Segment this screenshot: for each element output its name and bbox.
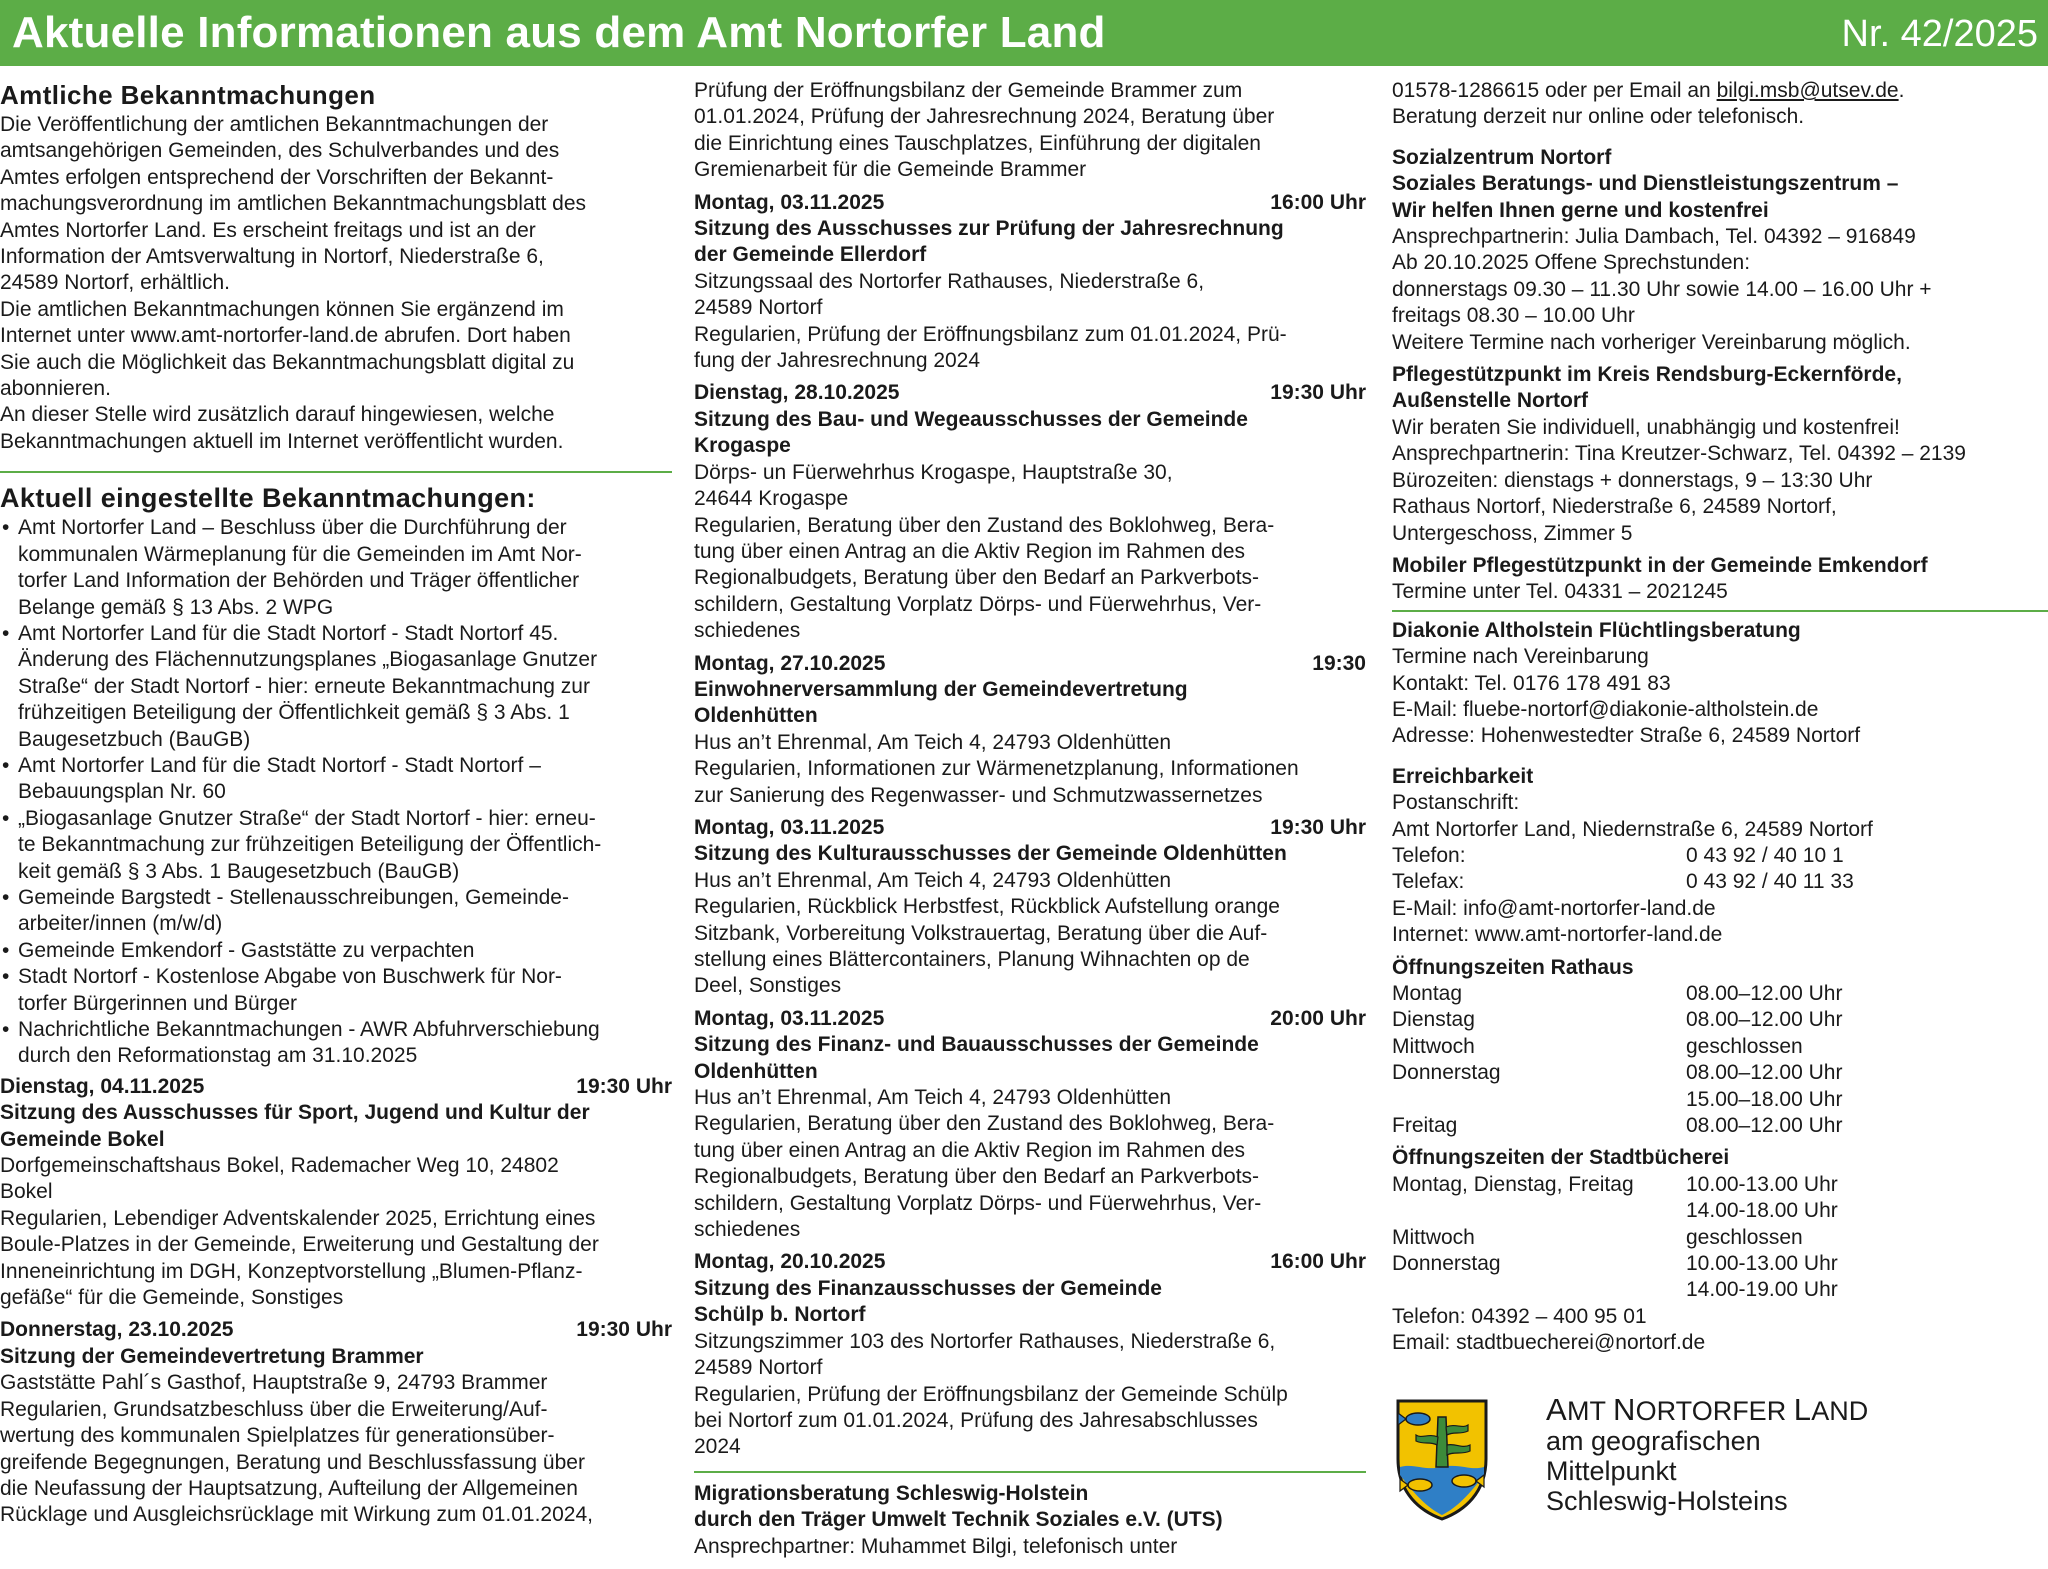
announcement-item[interactable]: • Amt Nortorfer Land – Beschluss über die Durchführung der kommunalen Wärmeplanung für die Gemeinden im Amt Nor- torfer Land Information der Behörden und Träger öffentlicher Belange gemäß § 13 Abs. 2 WPG: [0, 515, 672, 621]
section-text: Termine nach Vereinbarung: [1392, 645, 1649, 669]
event-date: Donnerstag, 23.10.2025: [0, 1318, 234, 1342]
hours-row: [1392, 1277, 2048, 1303]
announcement-item[interactable]: • Gemeinde Emkendorf - Gaststätte zu verpachten: [0, 938, 672, 964]
hours-day: [1392, 1198, 1686, 1224]
event-oldenhuetten-finanz: [694, 1006, 1366, 1244]
event-text: fung der Jahresrechnung 2024: [694, 349, 981, 373]
section-heading: Wir helfen Ihnen gerne und kostenfrei: [1392, 198, 1769, 222]
announcement-item[interactable]: • Gemeinde Bargstedt - Stellenausschreibungen, Gemeinde- arbeiter/innen (m/w/d): [0, 885, 672, 938]
coat-of-arms-icon: [1394, 1397, 1490, 1521]
event-text: Gaststätte Pahl´s Gasthof, Hauptstraße 9, 24793 Brammer: [0, 1371, 548, 1395]
event-title: Sitzung des Ausschusses zur Prüfung der Jahresrechnung: [694, 217, 1284, 241]
hours-time: 08.00–12.00 Uhr: [1686, 1061, 1843, 1085]
section-text: E-Mail: fluebe-nortorf@diakonie-altholstein.de: [1392, 697, 1819, 721]
event-text: Boule-Platzes in der Gemeinde, Erweiterung und Gestaltung der: [0, 1233, 599, 1257]
event-title: Sitzung des Bau- und Wegeausschusses der Gemeinde: [694, 407, 1248, 431]
announcement-item[interactable]: • Amt Nortorfer Land für die Stadt Nortorf - Stadt Nortorf – Bebauungsplan Nr. 60: [0, 753, 672, 806]
event-text: Regularien, Beratung über den Zustand des Boklohweg, Bera-: [694, 513, 1275, 537]
event-text: bei Nortorf zum 01.01.2024, Prüfung des Jahresabschlusses: [694, 1408, 1258, 1432]
section-heading: Öffnungszeiten der Stadtbücherei: [1392, 1146, 1730, 1170]
event-krogaspe: [694, 380, 1366, 644]
issue-number: Nr. 42/2025: [1841, 13, 2038, 55]
section-text: Termine unter Tel. 04331 – 2021245: [1392, 580, 1728, 604]
section-text: Ansprechpartnerin: Julia Dambach, Tel. 04392 – 916849: [1392, 225, 1916, 249]
event-text: Sitzungssaal des Nortorfer Rathauses, Niederstraße 6,: [694, 269, 1205, 293]
logo-name: AMT NORTORFER LAND: [1546, 1392, 1869, 1427]
section-title-aktuell: Aktuell eingestellte Bekanntmachungen:: [0, 483, 536, 514]
page-header: [0, 0, 2048, 66]
library-phone: Telefon: 04392 – 400 95 01: [1392, 1304, 1647, 1328]
event-text: Regularien, Informationen zur Wärmenetzplanung, Informationen: [694, 757, 1299, 781]
mobil-section: [1392, 553, 2048, 606]
text-line: 24589 Nortorf, erhältlich.: [0, 271, 230, 295]
event-time: 19:30 Uhr: [576, 1318, 672, 1342]
event-text: Regularien, Rückblick Herbstfest, Rückblick Aufstellung orange: [694, 895, 1280, 919]
event-datetime: [694, 1249, 1366, 1275]
library-email: Email: stadtbuecherei@nortorf.de: [1392, 1331, 1706, 1355]
section-heading: Soziales Beratungs- und Dienstleistungszentrum –: [1392, 172, 1899, 196]
phone-value: 0 43 92 / 40 10 1: [1686, 843, 1844, 867]
section-text: Bürozeiten: dienstags + donnerstags, 9 – 13:30 Uhr: [1392, 468, 1873, 492]
event-title: Gemeinde Bokel: [0, 1127, 165, 1151]
text-line: Amtes Nortorfer Land. Es erscheint freitags und ist an der: [0, 218, 536, 242]
section-text: Ab 20.10.2025 Offene Sprechstunden:: [1392, 251, 1751, 275]
event-text: Hus an’t Ehrenmal, Am Teich 4, 24793 Oldenhütten: [694, 730, 1172, 754]
event-text: Regularien, Lebendiger Adventskalender 2025, Errichtung eines: [0, 1206, 596, 1230]
announcement-item[interactable]: • Stadt Nortorf - Kostenlose Abgabe von Buschwerk für Nor- torfer Bürgerinnen und Bürger: [0, 964, 672, 1017]
divider: [1392, 610, 2048, 612]
section-heading: Diakonie Altholstein Flüchtlingsberatung: [1392, 618, 1801, 642]
event-date: Montag, 03.11.2025: [694, 1006, 885, 1030]
hours-time: 14.00-19.00 Uhr: [1686, 1278, 1838, 1302]
text-line: machungsverordnung im amtlichen Bekanntmachungsblatt des: [0, 192, 587, 216]
hours-day: Dienstag: [1392, 1008, 1475, 1032]
text-line: Gremienarbeit für die Gemeinde Brammer: [694, 158, 1087, 182]
hours-row: [1392, 981, 2048, 1007]
hours-row: [1392, 1198, 2048, 1224]
event-time: 20:00 Uhr: [1270, 1006, 1366, 1030]
event-title: Einwohnerversammlung der Gemeindevertretung: [694, 677, 1188, 701]
pflege-section: [1392, 362, 2048, 547]
event-oldenhuetten-einwohner: [694, 651, 1366, 809]
hours-time: geschlossen: [1686, 1034, 1803, 1058]
announcement-item[interactable]: • Amt Nortorfer Land für die Stadt Nortorf - Stadt Nortorf 45. Änderung des Flächennutzungsplanes „Biogasanlage Gnutzer Straße“ der Stadt Nortorf - hier: erneute Bekanntmachung zur frühzeitigen Beteiligung der Öffentlichkeit gemäß § 3 Abs. 1 Baugesetzbuch (BauGB): [0, 621, 672, 753]
event-text: tung über einen Antrag an die Aktiv Region im Rahmen des: [694, 539, 1246, 563]
announcement-item[interactable]: • Nachrichtliche Bekanntmachungen - AWR Abfuhrverschiebung durch den Reformationstag am 31.10.2025: [0, 1017, 672, 1070]
event-bokel: [0, 1074, 672, 1312]
event-text: greifende Begegnungen, Beratung und Beschlussfassung über: [0, 1450, 585, 1474]
text-line: abonnieren.: [0, 377, 111, 401]
divider: [694, 1471, 1366, 1473]
section-text: Weitere Termine nach vorheriger Vereinbarung möglich.: [1392, 330, 1911, 354]
logo-text: [1546, 1392, 1869, 1516]
email-text: E-Mail: info@amt-nortorfer-land.de: [1392, 896, 1716, 920]
text-line: Amtes erfolgen entsprechend der Vorschriften der Bekannt-: [0, 165, 554, 189]
text-line: Sie auch die Möglichkeit das Bekanntmachungsblatt digital zu: [0, 350, 575, 374]
section-heading: Mobiler Pflegestützpunkt in der Gemeinde Emkendorf: [1392, 553, 1928, 577]
divider: [0, 471, 672, 473]
event-text: 24589 Nortorf: [694, 296, 823, 320]
event-datetime: [694, 651, 1366, 677]
column-middle: [694, 78, 1366, 1560]
event-text: Deel, Sonstiges: [694, 974, 842, 998]
hours-day: Donnerstag: [1392, 1252, 1501, 1276]
event-time: 19:30 Uhr: [576, 1074, 672, 1098]
text-line: Die amtlichen Bekanntmachungen können Sie ergänzend im: [0, 297, 564, 321]
event-datetime: [694, 380, 1366, 406]
section-text: Ansprechpartnerin: Tina Kreutzer-Schwarz, Tel. 04392 – 2139: [1392, 442, 1966, 466]
section-heading: Sozialzentrum Nortorf: [1392, 145, 1612, 169]
hours-row: [1392, 1172, 2048, 1198]
contact-text: Beratung derzeit nur online oder telefonisch.: [1392, 105, 1805, 129]
section-heading: Öffnungszeiten Rathaus: [1392, 955, 1634, 979]
hours-day: Mittwoch: [1392, 1225, 1475, 1249]
section-text: Kontakt: Tel. 0176 178 491 83: [1392, 671, 1671, 695]
hours-time: 08.00–12.00 Uhr: [1686, 1008, 1843, 1032]
event-datetime: [694, 1006, 1366, 1032]
section-title-amtlich: Amtliche Bekanntmachungen: [0, 80, 376, 110]
text-line: An dieser Stelle wird zusätzlich darauf hingewiesen, welche: [0, 403, 555, 427]
amtlich-text: [0, 112, 672, 455]
announcement-item[interactable]: • „Biogasanlage Gnutzer Straße“ der Stadt Nortorf - hier: erneu- te Bekanntmachung zur frühzeitigen Beteiligung der Öffentlich- keit gemäß § 3 Abs. 1 Baugesetzbuch (BauGB): [0, 806, 672, 885]
event-text: Dorfgemeinschaftshaus Bokel, Rademacher Weg 10, 24802: [0, 1154, 559, 1178]
hours-row: [1392, 1251, 2048, 1277]
section-text: Rathaus Nortorf, Niederstraße 6, 24589 Nortorf,: [1392, 495, 1837, 519]
internet-text: Internet: www.amt-nortorfer-land.de: [1392, 923, 1723, 947]
event-time: 16:00 Uhr: [1270, 1250, 1366, 1274]
section-text: freitags 08.30 – 10.00 Uhr: [1392, 304, 1635, 328]
event-text: Rücklage und Ausgleichsrücklage mit Wirkung zum 01.01.2024,: [0, 1503, 593, 1527]
buecherei-hours-section: [1392, 1145, 2048, 1356]
event-text: schiedenes: [694, 1218, 801, 1242]
event-text: wertung des kommunalen Spielplatzes für generationsüber-: [0, 1424, 555, 1448]
fax-value: 0 43 92 / 40 11 33: [1686, 870, 1854, 894]
logo-tagline: Schleswig-Holsteins: [1546, 1486, 1788, 1516]
hours-time: 10.00-13.00 Uhr: [1686, 1172, 1838, 1196]
diakonie-section: [1392, 618, 2048, 750]
event-text: Sitzbank, Vorbereitung Volkstrauertag, Beratung über die Auf-: [694, 921, 1268, 945]
event-schuelp: [694, 1249, 1366, 1460]
hours-time: geschlossen: [1686, 1225, 1803, 1249]
event-brammer: [0, 1317, 672, 1528]
text-line: Internet unter www.amt-nortorfer-land.de abrufen. Dort haben: [0, 324, 571, 348]
event-text: 24644 Krogaspe: [694, 487, 849, 511]
event-date: Dienstag, 28.10.2025: [694, 381, 900, 405]
erreichbarkeit-section: [1392, 764, 2048, 949]
announcement-list: [0, 515, 672, 1070]
migration-title: Migrationsberatung Schleswig-Holstein: [694, 1481, 1089, 1505]
event-text: die Neufassung der Hauptsatzung, Aufteilung der Allgemeinen: [0, 1476, 578, 1500]
migration-text: Ansprechpartner: Muhammet Bilgi, telefonisch unter: [694, 1534, 1178, 1558]
text-line: 01.01.2024, Prüfung der Jahresrechnung 2024, Beratung über: [694, 105, 1275, 129]
hours-day: Montag: [1392, 982, 1463, 1005]
logo-tagline: am geografischen: [1546, 1426, 1761, 1456]
event-date: Montag, 27.10.2025: [694, 651, 886, 675]
contact-text: 01578-1286615 oder per Email an: [1392, 79, 1717, 102]
hours-day: Mittwoch: [1392, 1034, 1475, 1058]
event-text: schiedenes: [694, 619, 801, 643]
event-text: 2024: [694, 1435, 741, 1459]
text-line: Information der Amtsverwaltung in Nortorf, Niederstraße 6,: [0, 245, 544, 269]
migration-contact: [1392, 78, 2048, 104]
hours-day: Montag, Dienstag, Freitag: [1392, 1172, 1634, 1196]
migration-email-link[interactable]: bilgi.msb@utsev.de: [1716, 79, 1899, 102]
text-line: Bekanntmachungen aktuell im Internet veröffentlicht wurden.: [0, 429, 564, 453]
section-text: Wir beraten Sie individuell, unabhängig und kostenfrei!: [1392, 415, 1900, 439]
event-oldenhuetten-kultur: [694, 815, 1366, 1000]
event-date: Montag, 03.11.2025: [694, 190, 885, 214]
logo-tagline: Mittelpunkt: [1546, 1456, 1677, 1486]
phone-label: Telefon:: [1392, 843, 1466, 867]
rathaus-hours-section: [1392, 955, 2048, 1140]
column-right: [1392, 78, 2048, 1357]
event-date: Montag, 03.11.2025: [694, 815, 885, 839]
text-line: Die Veröffentlichung der amtlichen Bekanntmachungen der: [0, 113, 549, 136]
column-left: [0, 78, 672, 1529]
text-line: Prüfung der Eröffnungsbilanz der Gemeinde Brammer zum: [694, 79, 1243, 102]
event-time: 19:30 Uhr: [1270, 815, 1366, 839]
section-text: Adresse: Hohenwestedter Straße 6, 24589 Nortorf: [1392, 724, 1861, 748]
section-heading: Außenstelle Nortorf: [1392, 389, 1589, 413]
migration-section: [694, 1481, 1366, 1560]
event-datetime: [0, 1074, 672, 1100]
section-text: Amt Nortorfer Land, Niedernstraße 6, 24589 Nortorf: [1392, 817, 1873, 841]
event-title: Schülp b. Nortorf: [694, 1303, 866, 1327]
hours-row: [1392, 1060, 2048, 1086]
event-datetime: [694, 190, 1366, 216]
event-text: Dörps- un Füerwehrhus Krogaspe, Hauptstraße 30,: [694, 460, 1173, 484]
event-text: schildern, Gestaltung Vorplatz Dörps- und Füerwehrhus, Ver-: [694, 592, 1262, 616]
event-date: Montag, 20.10.2025: [694, 1250, 886, 1274]
fax-label: Telefax:: [1392, 870, 1465, 894]
event-text: Regularien, Grundsatzbeschluss über die Erweiterung/Auf-: [0, 1397, 548, 1421]
event-text: Bokel: [0, 1180, 53, 1204]
event-time: 16:00 Uhr: [1270, 190, 1366, 214]
hours-row: [1392, 1087, 2048, 1113]
section-text: Untergeschoss, Zimmer 5: [1392, 521, 1633, 545]
event-text: Regularien, Prüfung der Eröffnungsbilanz zum 01.01.2024, Prü-: [694, 322, 1287, 346]
hours-row: [1392, 1007, 2048, 1033]
event-title: Oldenhütten: [694, 704, 818, 728]
event-text: Hus an’t Ehrenmal, Am Teich 4, 24793 Oldenhütten: [694, 868, 1172, 892]
event-datetime: [694, 815, 1366, 841]
event-text: schildern, Gestaltung Vorplatz Dörps- und Füerwehrhus, Ver-: [694, 1191, 1262, 1215]
hours-time: 14.00-18.00 Uhr: [1686, 1199, 1838, 1223]
text-line: amtsangehörigen Gemeinden, des Schulverbandes und des: [0, 139, 560, 163]
section-heading: Erreichbarkeit: [1392, 764, 1534, 788]
section-heading: Pflegestützpunkt im Kreis Rendsburg-Eckernförde,: [1392, 363, 1902, 387]
event-text: Sitzungszimmer 103 des Nortorfer Rathauses, Niederstraße 6,: [694, 1329, 1276, 1353]
hours-day: [1392, 1277, 1686, 1303]
hours-row: [1392, 1113, 2048, 1139]
hours-time: 08.00–12.00 Uhr: [1686, 1114, 1843, 1138]
event-title: Sitzung des Ausschusses für Sport, Jugend und Kultur der: [0, 1101, 590, 1125]
event-text: Regularien, Beratung über den Zustand des Boklohweg, Bera-: [694, 1112, 1275, 1136]
amt-logo: [1392, 1392, 2048, 1525]
hours-day: Donnerstag: [1392, 1061, 1501, 1085]
fax-row: [1392, 869, 2048, 895]
event-ellerdorf: [694, 190, 1366, 375]
event-text: tung über einen Antrag an die Aktiv Region im Rahmen des: [694, 1138, 1246, 1162]
event-text: gefäße“ für die Gemeinde, Sonstiges: [0, 1286, 344, 1310]
event-title: Sitzung des Kulturausschusses der Gemeinde Oldenhütten: [694, 842, 1287, 866]
event-title: Sitzung des Finanz- und Bauausschusses der Gemeinde: [694, 1033, 1259, 1057]
event-time: 19:30: [1312, 651, 1366, 675]
hours-day: Freitag: [1392, 1114, 1458, 1138]
migration-title: durch den Träger Umwelt Technik Soziales e.V. (UTS): [694, 1508, 1223, 1532]
sozialzentrum-section: [1392, 145, 2048, 356]
event-title: Sitzung der Gemeindevertretung Brammer: [0, 1344, 424, 1368]
text-line: die Einrichtung eines Tauschplatzes, Einführung der digitalen: [694, 131, 1261, 155]
event-text: Regularien, Prüfung der Eröffnungsbilanz der Gemeinde Schülp: [694, 1382, 1288, 1406]
hours-row: [1392, 1225, 2048, 1251]
event-title: der Gemeinde Ellerdorf: [694, 243, 927, 267]
event-time: 19:30 Uhr: [1270, 381, 1366, 405]
hours-day: [1392, 1087, 1686, 1113]
event-datetime: [0, 1317, 672, 1343]
event-text: Regionalbudgets, Beratung über den Bedarf an Parkverbots-: [694, 1165, 1260, 1189]
event-text: zur Sanierung des Regenwasser- und Schmutzwassernetzes: [694, 783, 1263, 807]
event-text: 24589 Nortorf: [694, 1356, 823, 1380]
phone-row: [1392, 843, 2048, 869]
event-title: Oldenhütten: [694, 1059, 818, 1083]
event-text: Regionalbudgets, Beratung über den Bedarf an Parkverbots-: [694, 566, 1260, 590]
contact-text: .: [1898, 79, 1905, 102]
event-text: Hus an’t Ehrenmal, Am Teich 4, 24793 Oldenhütten: [694, 1086, 1172, 1110]
hours-row: [1392, 1034, 2048, 1060]
page-title: Aktuelle Informationen aus dem Amt Nortorfer Land: [12, 8, 1106, 57]
event-text: Inneneinrichtung im DGH, Konzeptvorstellung „Blumen-Pflanz-: [0, 1259, 583, 1283]
section-text: Postanschrift:: [1392, 791, 1520, 815]
event-title: Krogaspe: [694, 434, 791, 458]
hours-time: 08.00–12.00 Uhr: [1686, 982, 1843, 1005]
event-text: stellung eines Blättercontainers, Planung Wihnachten op de: [694, 948, 1250, 971]
event-date: Dienstag, 04.11.2025: [0, 1074, 205, 1098]
section-text: donnerstags 09.30 – 11.30 Uhr sowie 14.00 – 16.00 Uhr +: [1392, 277, 1932, 301]
hours-time: 10.00-13.00 Uhr: [1686, 1252, 1838, 1276]
hours-time: 15.00–18.00 Uhr: [1686, 1087, 1843, 1111]
event-title: Sitzung des Finanzausschusses der Gemeinde: [694, 1276, 1162, 1300]
